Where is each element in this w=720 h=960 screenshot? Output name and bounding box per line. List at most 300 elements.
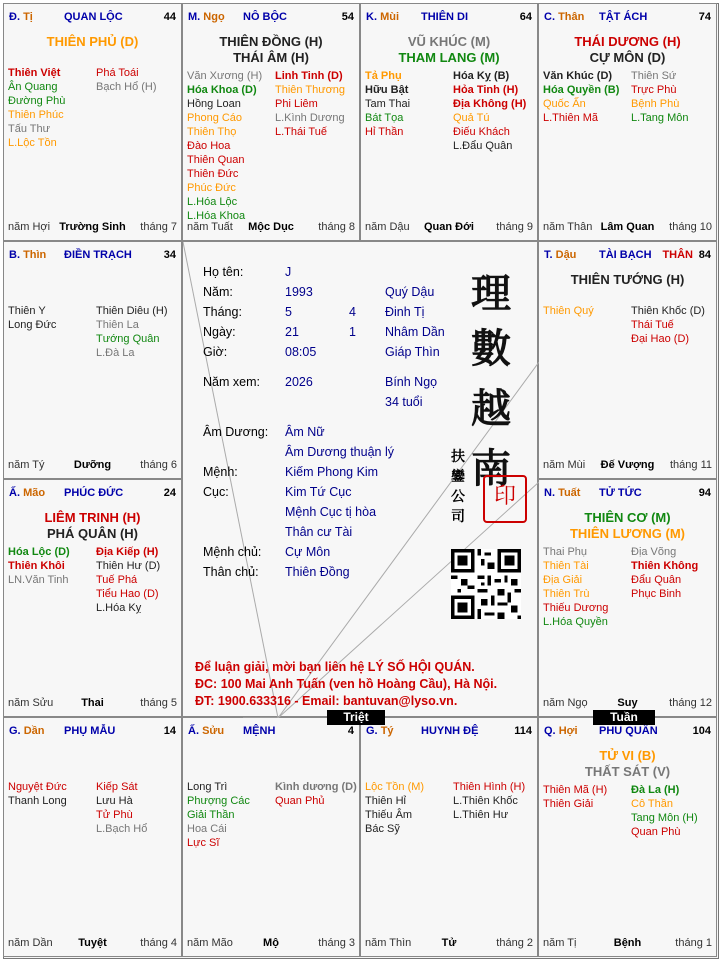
left-stars <box>543 304 594 318</box>
minor-star: L.Thiên Khốc <box>453 795 518 807</box>
than-marker: THÂN <box>662 249 693 261</box>
minor-star: Lực Sĩ <box>187 837 220 849</box>
palace-tuat[interactable] <box>538 479 717 717</box>
left-stars <box>543 783 607 811</box>
main-star: THIÊN TƯỚNG (H) <box>570 272 685 287</box>
minor-star: Ân Quang <box>8 81 58 93</box>
main-stars <box>539 510 716 542</box>
minor-star: Kình dương (D) <box>275 781 357 793</box>
minor-star: Thiên Quan <box>187 154 245 166</box>
minor-star: Hóa Khoa (D) <box>187 84 257 96</box>
right-stars <box>96 66 157 94</box>
palace-footer <box>543 221 712 235</box>
main-star: CỰ MÔN (D) <box>589 50 666 65</box>
palace-footer <box>365 221 533 235</box>
small-calligraphy: 扶鑾公司 <box>451 449 465 525</box>
palace-footer <box>8 937 177 951</box>
palace-dan[interactable] <box>3 717 182 957</box>
palace-stage: Lâm Quan <box>600 221 655 233</box>
palace-footer <box>8 697 177 711</box>
palace-mao[interactable] <box>3 479 182 717</box>
minor-star: L.Thiên Mã <box>543 112 599 124</box>
palace-month: tháng 1 <box>675 937 712 949</box>
palace-can: Q. <box>544 725 556 737</box>
left-stars <box>8 780 67 808</box>
right-stars <box>275 69 345 139</box>
palace-name: PHỤ MẪU <box>64 725 116 737</box>
minor-star: L.Thái Tuế <box>275 126 327 138</box>
minor-star: Long Đức <box>8 319 57 331</box>
label-month: Tháng: <box>203 305 242 319</box>
value-month-can-chi: Đinh Tị <box>385 305 425 319</box>
palace-stage: Quan Đới <box>424 221 474 233</box>
minor-star: Phục Binh <box>631 588 682 600</box>
palace-month: tháng 8 <box>318 221 355 233</box>
main-stars <box>539 272 716 288</box>
value-hour-can-chi: Giáp Thìn <box>385 345 440 359</box>
right-stars <box>453 69 526 153</box>
palace-month: tháng 9 <box>496 221 533 233</box>
palace-number: 74 <box>698 11 711 23</box>
value-year: 1993 <box>285 285 313 299</box>
palace-can: Ấ. <box>188 725 199 737</box>
main-stars <box>183 34 359 66</box>
right-stars <box>96 545 160 615</box>
left-stars <box>543 545 608 629</box>
tuan-marker: Tuần <box>593 710 655 725</box>
palace-chi: Dần <box>23 725 45 737</box>
minor-star: Điếu Khách <box>453 126 510 138</box>
main-star: THÁI DƯƠNG (H) <box>574 34 681 49</box>
palace-footer <box>8 221 177 235</box>
palace-header <box>366 11 532 25</box>
minor-star: Lưu Hà <box>96 795 133 807</box>
palace-name: TỬ TỨC <box>599 487 642 499</box>
palace-year: năm Thìn <box>365 937 412 949</box>
minor-star: Thiên Khôi <box>8 560 65 572</box>
palace-header <box>544 487 711 501</box>
minor-star: Đào Hoa <box>187 140 231 152</box>
minor-star: Thiên La <box>96 319 139 331</box>
right-stars <box>275 780 357 808</box>
minor-star: Thiên Y <box>8 305 46 317</box>
minor-star: Phượng Các <box>187 795 250 807</box>
minor-star: Thiếu Dương <box>543 602 609 614</box>
minor-star: Tấu Thư <box>8 123 51 135</box>
value-view-can-chi: Bính Ngọ <box>385 375 438 389</box>
minor-star: Phá Toái <box>96 67 139 79</box>
palace-stage: Đế Vượng <box>600 459 655 471</box>
minor-star: Thanh Long <box>8 795 67 807</box>
minor-star: Thiên Tài <box>543 560 589 572</box>
center-info-panel <box>182 241 538 717</box>
label-menh-chu: Mệnh chủ: <box>203 545 262 559</box>
left-stars <box>543 69 619 125</box>
minor-star: Lộc Tồn (M) <box>365 781 425 793</box>
palace-number: 94 <box>698 487 711 499</box>
palace-can: Ấ. <box>9 487 20 499</box>
contact-info <box>195 659 497 710</box>
palace-chi: Mùi <box>380 11 400 23</box>
palace-year: năm Hợi <box>8 221 51 233</box>
minor-star: L.Hóa Khoa <box>187 210 246 222</box>
palace-year: năm Dần <box>8 937 53 949</box>
palace-footer <box>8 459 177 473</box>
main-star: THẤT SÁT (V) <box>584 764 671 779</box>
palace-header <box>366 725 532 739</box>
label-view-year: Năm xem: <box>203 375 260 389</box>
palace-month: tháng 12 <box>669 697 712 709</box>
left-stars <box>365 780 424 836</box>
minor-star: Tang Môn (H) <box>631 812 698 824</box>
palace-footer <box>543 937 712 951</box>
label-day: Ngày: <box>203 325 236 339</box>
palace-chi: Dậu <box>555 249 577 261</box>
value-than-chu: Thiên Đồng <box>285 565 350 579</box>
left-stars <box>187 780 250 850</box>
minor-star: Hóa Lộc (D) <box>8 546 70 558</box>
minor-star: Thiên Hư (D) <box>96 560 161 572</box>
right-stars <box>631 304 705 346</box>
palace-stage: Thai <box>81 697 104 709</box>
palace-year: năm Mão <box>187 937 233 949</box>
minor-star: Bạch Hổ (H) <box>96 81 157 93</box>
minor-star: Kiếp Sát <box>96 781 138 793</box>
palace-suu[interactable] <box>182 717 360 957</box>
minor-star: Hữu Bật <box>365 84 409 96</box>
palace-can: C. <box>544 11 555 23</box>
palace-month: tháng 6 <box>140 459 177 471</box>
palace-month: tháng 10 <box>669 221 712 233</box>
palace-can: M. <box>188 11 201 23</box>
minor-star: Thiên Quý <box>543 305 594 317</box>
palace-stage: Trường Sinh <box>59 221 126 233</box>
right-stars <box>453 780 525 822</box>
seal-text: 印 <box>493 484 516 509</box>
minor-star: Đường Phù <box>8 95 66 107</box>
value-menh: Kiếm Phong Kim <box>285 465 379 479</box>
minor-star: L.Bạch Hổ <box>96 823 148 835</box>
palace-ngo[interactable] <box>182 3 360 241</box>
palace-stage: Mộc Dục <box>248 221 294 233</box>
minor-star: Thiếu Âm <box>365 809 413 821</box>
minor-star: Long Trì <box>187 781 228 793</box>
minor-star: Thiên Khốc (D) <box>631 305 705 317</box>
palace-chi: Ngọ <box>203 11 225 23</box>
palace-can: K. <box>366 11 377 23</box>
palace-chi: Sửu <box>202 725 225 737</box>
minor-star: Tam Thai <box>365 98 411 110</box>
main-star: THIÊN ĐỒNG (H) <box>219 34 323 49</box>
left-stars <box>187 69 262 223</box>
main-stars <box>4 510 181 542</box>
minor-star: Quốc Ấn <box>543 98 586 110</box>
palace-header <box>544 725 711 739</box>
palace-year: năm Tý <box>8 459 45 471</box>
minor-star: Hỉ Thần <box>365 126 404 138</box>
palace-name: PHÚC ĐỨC <box>64 487 124 499</box>
minor-star: L.Hóa Kỵ <box>96 602 142 614</box>
minor-star: Đẩu Quân <box>631 574 682 586</box>
triet-marker: Triệt <box>327 710 385 725</box>
left-stars <box>8 304 56 332</box>
main-star: THIÊN LƯƠNG (M) <box>569 526 686 541</box>
right-stars <box>96 304 168 360</box>
palace-can: Đ. <box>9 11 20 23</box>
value-month-lunar: 4 <box>349 305 356 319</box>
palace-header <box>9 725 176 739</box>
label-than-chu: Thân chủ: <box>203 565 259 579</box>
minor-star: Địa Võng <box>631 546 677 558</box>
palace-can: B. <box>9 249 20 261</box>
minor-star: Nguyệt Đức <box>8 781 67 793</box>
palace-number: 34 <box>163 249 176 261</box>
palace-month: tháng 2 <box>496 937 533 949</box>
minor-star: Bát Tọa <box>365 112 404 124</box>
label-name: Họ tên: <box>203 265 244 279</box>
minor-star: Thiên Giải <box>543 798 594 810</box>
minor-star: Văn Khúc (D) <box>543 70 613 82</box>
main-star: THAM LANG (M) <box>398 50 500 65</box>
palace-name: QUAN LỘC <box>64 11 123 23</box>
minor-star: Thiên Thương <box>275 84 346 96</box>
palace-can: N. <box>544 487 555 499</box>
value-age: 34 tuổi <box>385 395 423 409</box>
minor-star: Thiên Hình (H) <box>453 781 526 793</box>
value-cuc-3: Thân cư Tài <box>285 525 353 539</box>
main-star: TỬ VI (B) <box>599 748 656 763</box>
palace-chi: Thân <box>558 11 585 23</box>
minor-star: L.Tang Môn <box>631 112 689 124</box>
palace-number: 54 <box>341 11 354 23</box>
palace-header <box>9 249 176 263</box>
palace-number: 114 <box>514 725 532 737</box>
minor-star: Thiên Mã (H) <box>543 784 608 796</box>
palace-year: năm Thân <box>543 221 593 233</box>
palace-footer <box>187 221 355 235</box>
palace-dau[interactable] <box>538 241 717 479</box>
palace-number: 4 <box>347 725 354 737</box>
palace-header <box>544 249 711 263</box>
right-stars <box>631 545 698 601</box>
minor-star: Bệnh Phù <box>631 98 680 110</box>
minor-star: Đại Hao (D) <box>631 333 690 345</box>
value-day-can-chi: Nhâm Dần <box>385 325 445 339</box>
minor-star: L.Đẩu Quân <box>453 140 513 152</box>
minor-star: Thiên Việt <box>8 67 61 79</box>
palace-month: tháng 11 <box>669 459 712 471</box>
main-star: LIÊM TRINH (H) <box>44 510 141 525</box>
minor-star: Linh Tinh (D) <box>275 70 343 82</box>
minor-star: Địa Kiếp (H) <box>96 546 159 558</box>
right-stars <box>631 783 698 839</box>
palace-month: tháng 5 <box>140 697 177 709</box>
palace-stage: Tuyệt <box>78 937 107 949</box>
label-hour: Giờ: <box>203 345 228 359</box>
minor-star: Giải Thần <box>187 809 235 821</box>
palace-month: tháng 3 <box>318 937 355 949</box>
main-stars <box>361 34 537 66</box>
main-star: THIÊN CƠ (M) <box>584 510 671 525</box>
red-seal <box>483 475 527 523</box>
main-star: THÁI ÂM (H) <box>233 50 309 65</box>
minor-star: Thiên Phúc <box>8 109 64 121</box>
qr-code-icon[interactable] <box>451 549 521 619</box>
minor-star: Cô Thần <box>631 798 673 810</box>
minor-star: L.Kình Dương <box>275 112 345 124</box>
minor-star: L.Thiên Hư <box>453 809 509 821</box>
value-cuc-2: Mệnh Cục tị hòa <box>285 505 377 519</box>
minor-star: Thiên Không <box>631 560 699 572</box>
palace-stage: Dưỡng <box>73 459 112 471</box>
palace-stage: Tử <box>441 937 457 949</box>
palace-name: TẬT ÁCH <box>599 11 648 23</box>
minor-star: Thiên Trù <box>543 588 590 600</box>
palace-name: HUYNH ĐỆ <box>421 725 479 737</box>
minor-star: Bác Sỹ <box>365 823 400 835</box>
contact-line-1: Để luận giải, mời bạn liên hệ LÝ SỐ HỘI QUÁN. <box>195 660 475 674</box>
palace-number: 24 <box>163 487 176 499</box>
palace-header <box>9 487 176 501</box>
right-stars <box>631 69 688 125</box>
minor-star: Thái Tuế <box>631 319 674 331</box>
minor-star: Địa Giải <box>543 574 583 586</box>
minor-star: L.Hóa Quyền <box>543 616 608 628</box>
minor-star: Tử Phù <box>96 809 133 821</box>
palace-ti[interactable] <box>3 3 182 241</box>
palace-chi: Tuất <box>558 487 581 499</box>
label-am-duong: Âm Dương: <box>203 425 269 439</box>
minor-star: Thiên Sứ <box>631 70 677 82</box>
palace-name: ĐIỀN TRẠCH <box>64 249 132 261</box>
minor-star: LN.Văn Tinh <box>8 574 69 586</box>
minor-star: Thai Phụ <box>543 546 588 558</box>
palace-month: tháng 7 <box>140 221 177 233</box>
calligraphy-2: 數 <box>471 325 511 372</box>
palace-chi: Mão <box>23 487 46 499</box>
minor-star: Quả Tú <box>453 112 490 124</box>
minor-star: Thiên Diêu (H) <box>96 305 168 317</box>
palace-number: 84 <box>698 249 711 261</box>
main-stars <box>539 34 716 66</box>
palace-thin[interactable] <box>3 241 182 479</box>
minor-star: L.Đà La <box>96 347 135 359</box>
palace-chi: Tý <box>380 725 394 737</box>
palace-stage: Suy <box>617 697 638 709</box>
main-star: PHÁ QUÂN (H) <box>47 526 138 541</box>
palace-number: 64 <box>519 11 532 23</box>
palace-footer <box>187 937 355 951</box>
palace-name: MỆNH <box>243 725 276 737</box>
minor-star: Tuế Phá <box>96 574 138 586</box>
palace-stage: Bệnh <box>613 937 642 949</box>
palace-mui[interactable] <box>360 3 538 241</box>
minor-star: Phi Liêm <box>275 98 318 110</box>
contact-line-3: ĐT: 1900.633316 - Email: bantuvan@lyso.vn. <box>195 694 458 708</box>
palace-chi: Thìn <box>23 249 47 261</box>
value-name: J <box>285 265 292 279</box>
value-cuc: Kim Tứ Cục <box>285 485 352 499</box>
left-stars <box>8 545 70 587</box>
main-star: VŨ KHÚC (M) <box>407 34 491 49</box>
value-day-lunar: 1 <box>349 325 356 339</box>
label-menh: Mệnh: <box>203 465 238 479</box>
minor-star: Quan Phủ <box>275 795 325 807</box>
value-hour: 08:05 <box>285 345 317 359</box>
calligraphy-1: 理 <box>471 270 511 317</box>
palace-year: năm Dậu <box>365 221 410 233</box>
minor-star: Phong Cáo <box>187 112 243 124</box>
palace-header <box>188 11 354 25</box>
palace-footer <box>365 937 533 951</box>
palace-footer <box>543 459 712 473</box>
palace-header <box>9 11 176 25</box>
calligraphy-3: 越 <box>471 385 511 432</box>
main-star: THIÊN PHỦ (D) <box>46 34 139 49</box>
palace-ty[interactable] <box>360 717 538 957</box>
right-stars <box>96 780 147 836</box>
palace-number: 44 <box>163 11 176 23</box>
palace-name: NÔ BỘC <box>243 11 287 23</box>
minor-star: Quan Phù <box>631 826 681 838</box>
palace-year: năm Tị <box>543 937 577 949</box>
value-day: 21 <box>285 325 299 339</box>
palace-than[interactable] <box>538 3 717 241</box>
palace-month: tháng 4 <box>140 937 177 949</box>
minor-star: Hóa Kỵ (B) <box>453 70 510 82</box>
value-menh-chu: Cự Môn <box>285 545 331 559</box>
palace-year: năm Sửu <box>8 697 54 709</box>
palace-header <box>544 11 711 25</box>
minor-star: Hóa Quyền (B) <box>543 84 620 96</box>
palace-year: năm Ngọ <box>543 697 588 709</box>
value-view-year: 2026 <box>285 375 313 389</box>
minor-star: Địa Không (H) <box>453 98 527 110</box>
palace-can: G. <box>366 725 378 737</box>
minor-star: Đà La (H) <box>631 784 680 796</box>
minor-star: L.Lộc Tồn <box>8 137 57 149</box>
main-stars <box>4 34 181 50</box>
palace-can: T. <box>544 249 553 261</box>
label-year: Năm: <box>203 285 233 299</box>
minor-star: Văn Xương (H) <box>187 70 263 82</box>
minor-star: Thiên Đức <box>187 168 239 180</box>
minor-star: Thiên Thọ <box>187 126 237 138</box>
palace-hoi[interactable] <box>538 717 717 957</box>
main-stars <box>539 748 716 780</box>
left-stars <box>8 66 65 150</box>
minor-star: L.Hóa Lộc <box>187 196 238 208</box>
minor-star: Hồng Loan <box>187 98 241 110</box>
minor-star: Thiên Hỉ <box>365 795 406 807</box>
value-am-duong: Âm Nữ <box>285 425 325 439</box>
palace-stage: Mộ <box>263 937 279 949</box>
minor-star: Tiểu Hao (D) <box>96 588 159 600</box>
value-year-can-chi: Quý Dậu <box>385 285 435 299</box>
minor-star: Hỏa Tinh (H) <box>453 84 519 96</box>
calligraphy-4: 南 <box>471 445 511 492</box>
palace-footer <box>543 697 712 711</box>
label-cuc: Cục: <box>203 485 229 499</box>
left-stars <box>365 69 410 139</box>
minor-star: Hoa Cái <box>187 823 227 835</box>
palace-number: 104 <box>692 725 711 737</box>
minor-star: Trực Phù <box>631 84 677 96</box>
minor-star: Tả Phụ <box>365 70 402 82</box>
value-month: 5 <box>285 305 292 319</box>
palace-chi: Tị <box>23 11 33 23</box>
palace-header <box>188 725 354 739</box>
